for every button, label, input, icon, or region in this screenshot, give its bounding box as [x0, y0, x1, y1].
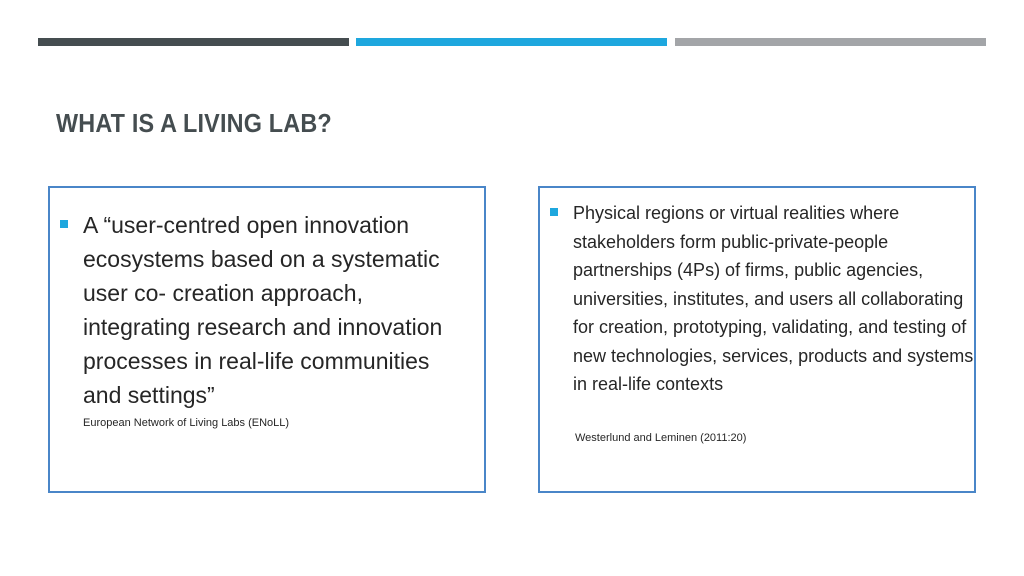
top-accent-bar-dark — [38, 38, 349, 46]
top-accent-bar-blue — [356, 38, 667, 46]
slide-title: WHAT IS A LIVING LAB? — [56, 108, 332, 138]
left-quote-text: A “user-centred open innovation ecosystems based on a systematic user co- creation approach, integrating research and innovation processes in real-life communities and settings” — [83, 212, 443, 408]
right-definition-text: Physical regions or virtual realities where stakeholders form public-private-people partnerships (4Ps) of firms, public agencies, universities, institutes, and users all collaborating for creation, prototyping, validating, and testing of new technologies, services, products and systems in real-life contexts — [573, 203, 974, 394]
definition-box-left — [48, 186, 486, 493]
left-bullet-item — [60, 208, 460, 412]
right-source-citation: Westerlund and Leminen (2011:20) — [575, 432, 747, 444]
square-bullet-icon — [60, 220, 68, 228]
top-accent-bar-gray — [675, 38, 986, 46]
definition-box-right — [538, 186, 976, 493]
right-bullet-item — [550, 199, 975, 399]
left-source-citation: European Network of Living Labs (ENoLL) — [83, 417, 290, 429]
square-bullet-icon — [550, 208, 558, 216]
